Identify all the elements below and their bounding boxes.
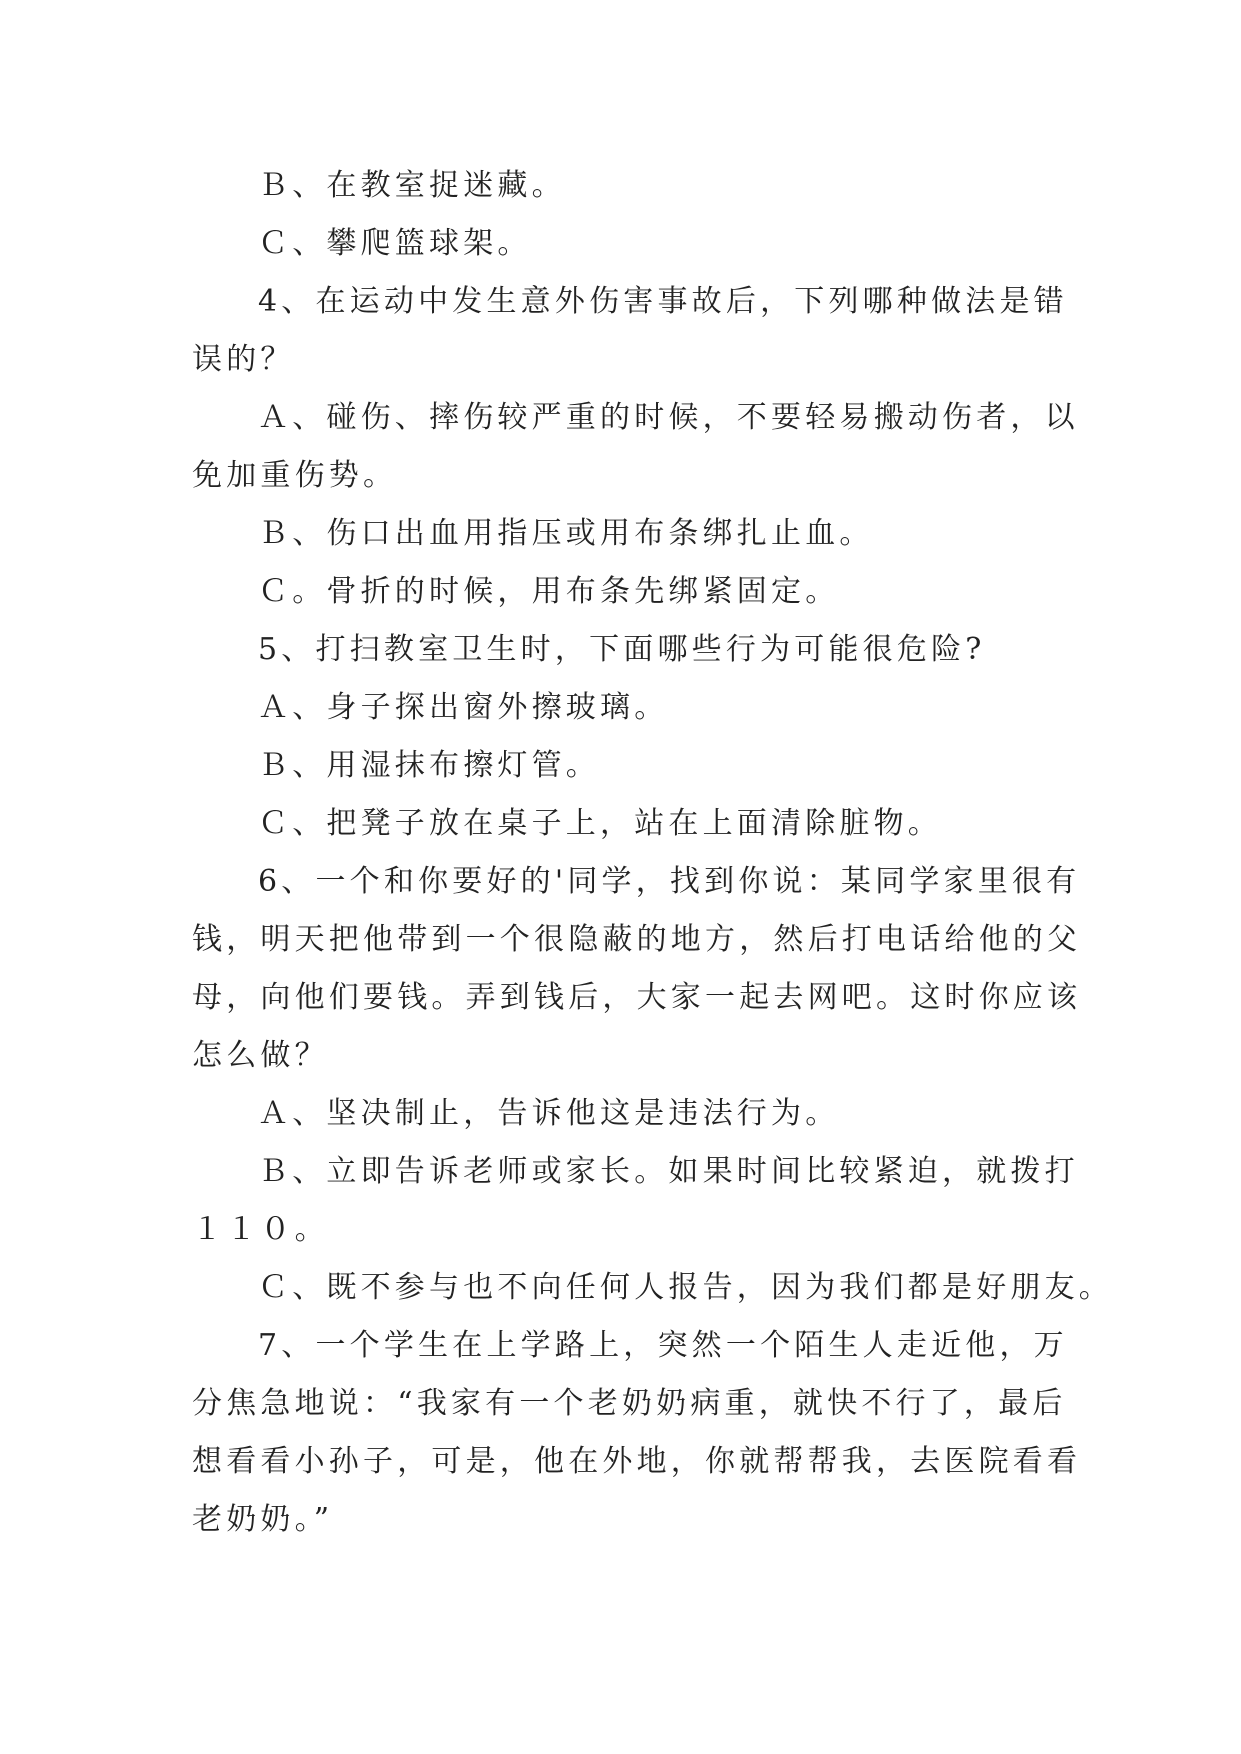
question-4-line-1: 4、在运动中发生意外伤害事故后，下列哪种做法是错 (258, 284, 1068, 319)
question-7-line-4: 老奶奶。” (192, 1502, 334, 1537)
question-6-line-1: 6、一个和你要好的'同学，找到你说：某同学家里很有 (258, 864, 1081, 899)
q5-option-c: Ｃ、把凳子放在桌子上，站在上面清除脏物。 (258, 806, 942, 841)
q4-option-a-line-1: Ａ、碰伤、摔伤较严重的时候，不要轻易搬动伤者，以 (258, 400, 1079, 435)
option-c-climb-hoop: Ｃ、攀爬篮球架。 (258, 226, 532, 261)
q6-option-b-line-1: Ｂ、立即告诉老师或家长。如果时间比较紧迫，就拨打 (258, 1154, 1079, 1189)
q4-option-b: Ｂ、伤口出血用指压或用布条绑扎止血。 (258, 516, 874, 551)
q6-option-b-line-2: １１０。 (192, 1212, 329, 1247)
question-5: 5、打扫教室卫生时，下面哪些行为可能很危险? (258, 632, 986, 667)
option-b-hide-and-seek: Ｂ、在教室捉迷藏。 (258, 168, 566, 203)
question-7-line-3: 想看看小孙子，可是，他在外地，你就帮帮我，去医院看看 (192, 1444, 1082, 1479)
document-page (192, 157, 1113, 1549)
q5-option-a: Ａ、身子探出窗外擦玻璃。 (258, 690, 669, 725)
q6-option-a: Ａ、坚决制止，告诉他这是违法行为。 (258, 1096, 840, 1131)
q4-option-a-line-2: 免加重伤势。 (192, 458, 398, 493)
question-7-line-1: 7、一个学生在上学路上，突然一个陌生人走近他，万 (258, 1328, 1068, 1363)
question-6-line-4: 怎么做？ (192, 1038, 329, 1073)
question-7-line-2: 分焦急地说：“我家有一个老奶奶病重，就快不行了，最后 (192, 1386, 1067, 1421)
q6-option-c: Ｃ、既不参与也不向任何人报告，因为我们都是好朋友。 (258, 1270, 1113, 1305)
q4-option-c: Ｃ。骨折的时候，用布条先绑紧固定。 (258, 574, 840, 609)
q5-option-b: Ｂ、用湿抹布擦灯管。 (258, 748, 600, 783)
question-4-line-2: 误的？ (192, 342, 295, 377)
question-6-line-2: 钱，明天把他带到一个很隐蔽的地方，然后打电话给他的父 (192, 922, 1082, 957)
question-6-line-3: 母，向他们要钱。弄到钱后，大家一起去网吧。这时你应该 (192, 980, 1082, 1015)
